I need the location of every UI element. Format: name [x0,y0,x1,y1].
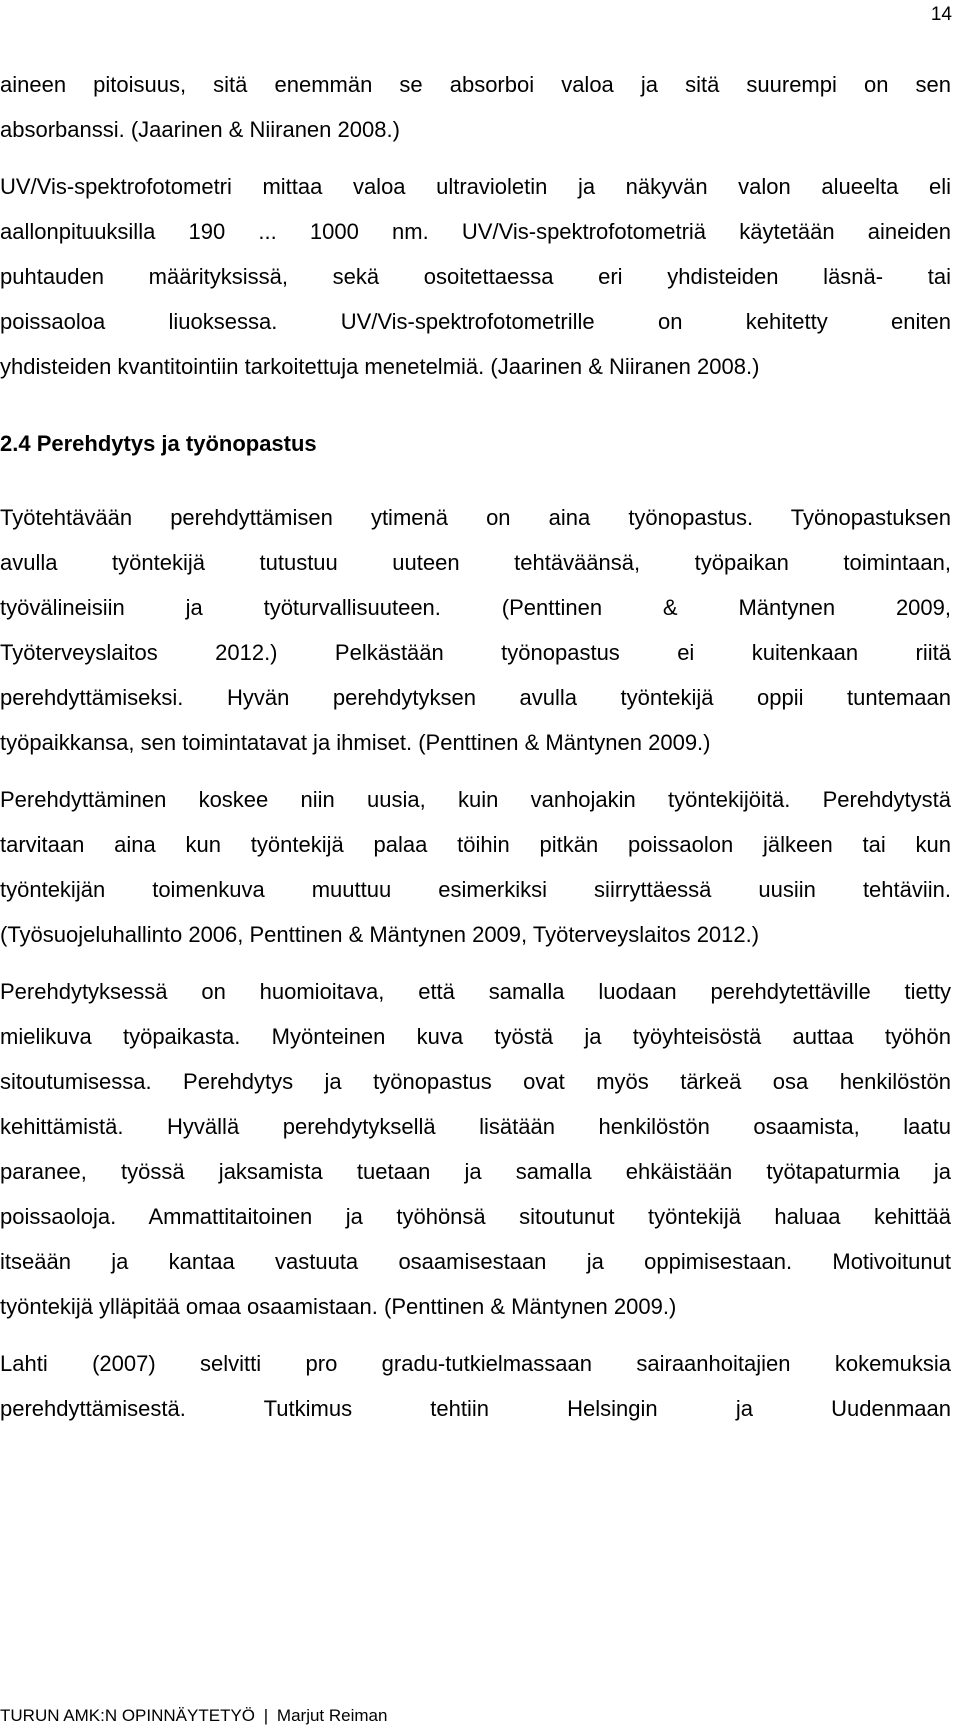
text-line: Perehdytyksessä on huomioitava, että samalla luodaan perehdytettäville tietty [0,979,951,1004]
text-line: poissaoloa liuoksessa. UV/Vis-spektrofotometrille on kehitetty eniten [0,309,951,334]
text-line: työvälineisiin ja työturvallisuuteen. (Penttinen & Mäntynen 2009, [0,595,951,620]
text-line: Työterveyslaitos 2012.) Pelkästään työnopastus ei kuitenkaan riitä [0,640,951,665]
text-line: yhdisteiden kvantitointiin tarkoitettuja menetelmiä. (Jaarinen & Niiranen 2008.) [0,354,760,379]
text-line: työntekijän toimenkuva muuttuu esimerkiksi siirryttäessä uusiin tehtäviin. [0,877,951,902]
text-line: mielikuva työpaikasta. Myönteinen kuva työstä ja työyhteisöstä auttaa työhön [0,1024,951,1049]
text-line: työntekijä ylläpitää omaa osaamistaan. (Penttinen & Mäntynen 2009.) [0,1294,677,1319]
text-line: poissaoloja. Ammattitaitoinen ja työhönsä sitoutunut työntekijä haluaa kehittää [0,1204,951,1229]
text-line: Lahti (2007) selvitti pro gradu-tutkielmassaan sairaanhoitajien kokemuksia [0,1351,951,1376]
section-heading: 2.4 Perehdytys ja työnopastus [0,431,317,456]
paragraph-tyonopastus [0,495,951,765]
text-line: Perehdyttäminen koskee niin uusia, kuin vanhojakin työntekijöitä. Perehdytystä [0,787,951,812]
text-line: avulla työntekijä tutustuu uuteen tehtäväänsä, työpaikan toimintaan, [0,550,951,575]
text-line: paranee, työssä jaksamista tuetaan ja samalla ehkäistään työtapaturmia ja [0,1159,951,1184]
text-line: Työtehtävään perehdyttämisen ytimenä on aina työnopastus. Työnopastuksen [0,505,951,530]
text-line: itseään ja kantaa vastuuta osaamisestaan ja oppimisestaan. Motivoitunut [0,1249,951,1274]
paragraph-perehdytyksessa [0,969,951,1329]
text-line: (Työsuojeluhallinto 2006, Penttinen & Mäntynen 2009, Työterveyslaitos 2012.) [0,922,760,947]
footer-separator: | [263,1706,269,1725]
text-line: työpaikkansa, sen toimintatavat ja ihmiset. (Penttinen & Mäntynen 2009.) [0,730,711,755]
text-line: aineen pitoisuus, sitä enemmän se absorboi valoa ja sitä suurempi on sen [0,72,951,97]
text-line: UV/Vis-spektrofotometri mittaa valoa ultravioletin ja näkyvän valon alueelta eli [0,174,951,199]
text-line: puhtauden määrityksissä, sekä osoitettaessa eri yhdisteiden läsnä- tai [0,264,951,289]
page-number: 14 [930,4,952,25]
text-line: tarvitaan aina kun työntekijä palaa töihin pitkän poissaolon jälkeen tai kun [0,832,951,857]
footer-institution: TURUN AMK:N OPINNÄYTETYÖ [0,1706,256,1725]
page-footer [0,1704,387,1728]
paragraph-absorbance [0,62,951,152]
text-line: kehittämistä. Hyvällä perehdytyksellä lisätään henkilöstön osaamista, laatu [0,1114,951,1139]
text-line: perehdyttämiseksi. Hyvän perehdytyksen avulla työntekijä oppii tuntemaan [0,685,951,710]
paragraph-perehdyttaminen [0,777,951,957]
paragraph-lahti [0,1341,951,1431]
document-body [0,62,951,1431]
footer-author: Marjut Reiman [276,1706,388,1725]
text-line: aallonpituuksilla 190 ... 1000 nm. UV/Vis-spektrofotometriä käytetään aineiden [0,219,951,244]
text-line: absorbanssi. (Jaarinen & Niiranen 2008.) [0,117,400,142]
text-line: sitoutumisessa. Perehdytys ja työnopastus ovat myös tärkeä osa henkilöstön [0,1069,951,1094]
paragraph-uv-vis [0,164,951,389]
text-line: perehdyttämisestä. Tutkimus tehtiin Helsingin ja Uudenmaan [0,1396,951,1421]
